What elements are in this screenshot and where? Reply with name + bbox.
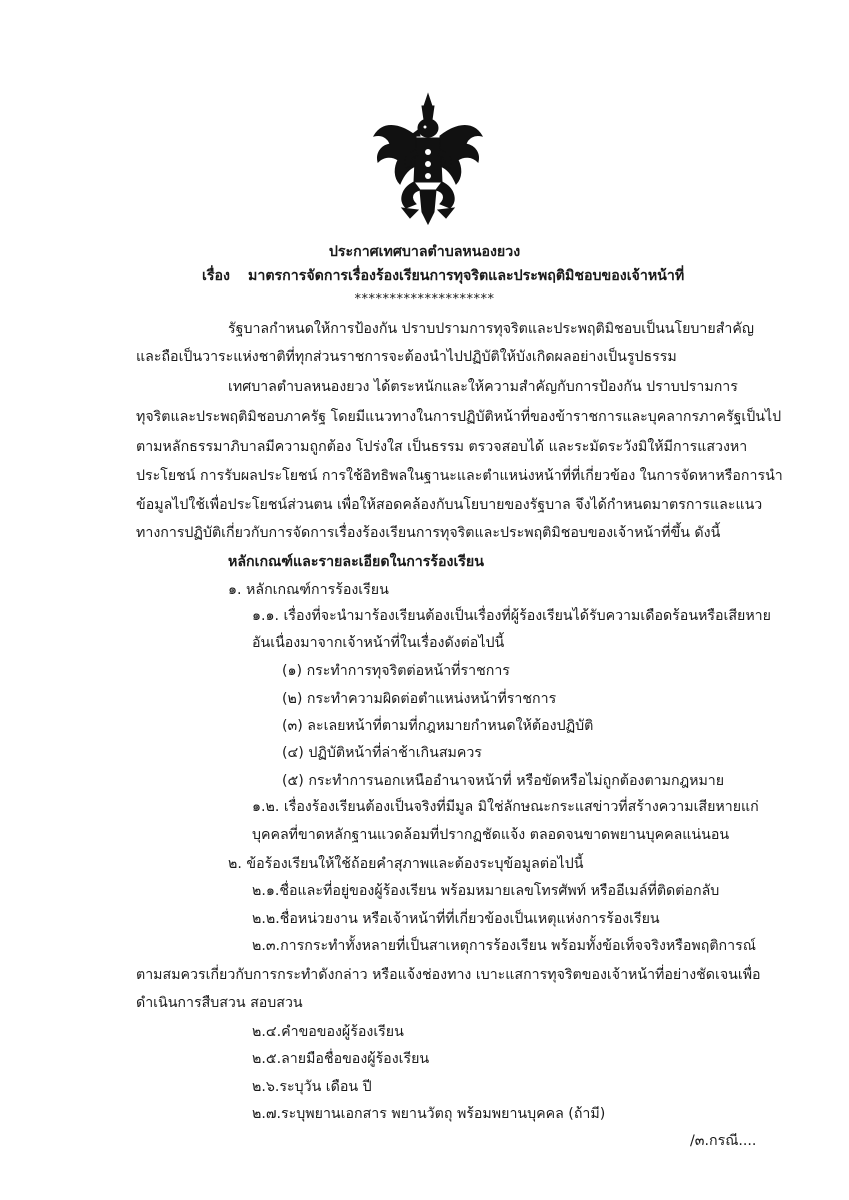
item-1-1-line-1: ๑.๑. เรื่องที่จะนำมาร้องเรียนต้องเป็นเรื่องที่ผู้ร้องเรียนได้รับความเดือดร้อนหรือเสียหาย — [252, 608, 771, 624]
sub-item-3: (๓) ละเลยหน้าที่ตามที่กฎหมายกำหนดให้ต้องปฏิบัติ — [282, 718, 594, 734]
item-1-2-line-2: บุคคลที่ขาดหลักฐานแวดล้อมที่ปรากฏชัดแจ้ง ตลอดจนขาดพยานบุคคลแน่นอน — [252, 827, 730, 843]
separator-stars: ******************** — [354, 292, 495, 307]
paragraph-2-line-3: ตามหลักธรรมาภิบาลมีความถูกต้อง โปร่งใส เป็นธรรม ตรวจสอบได้ และระมัดระวังมิให้มีการแสวงหา — [136, 439, 748, 455]
sub-item-2: (๒) กระทำความผิดต่อตำแหน่งหน้าที่ราชการ — [282, 691, 557, 707]
paragraph-2-line-2: ทุจริตและประพฤติมิชอบภาครัฐ โดยมีแนวทางในการปฏิบัติหน้าที่ของข้าราชการและบุคลากรภาครัฐเป็นไป — [136, 409, 782, 425]
item-2-1: ๒.๑.ชื่อและที่อยู่ของผู้ร้องเรียน พร้อมหมายเลขโทรศัพท์ หรืออีเมล์ที่ติดต่อกลับ — [252, 883, 720, 899]
paragraph-2-line-4: ประโยชน์ การรับผลประโยชน์ การใช้อิทธิพลในฐานะและตำแหน่งหน้าที่ที่เกี่ยวข้อง ในการจัดหาหรือการนำ — [136, 468, 783, 484]
item-2-3-line-1: ๒.๓.การกระทำทั้งหลายที่เป็นสาเหตุการร้องเรียน พร้อมทั้งข้อเท็จจริงหรือพฤติการณ์ — [252, 938, 756, 954]
paragraph-2-line-1: เทศบาลตำบลหนองยวง ได้ตระหนักและให้ความสำคัญกับการป้องกัน ปราบปรามการ — [228, 379, 738, 395]
item-2-5: ๒.๕.ลายมือชื่อของผู้ร้องเรียน — [252, 1051, 430, 1067]
item-1-2-line-1: ๑.๒. เรื่องร้องเรียนต้องเป็นจริงที่มีมูล มิใช่ลักษณะกระแสข่าวที่สร้างความเสียหายแก่ — [252, 799, 759, 815]
paragraph-2-line-6: ทางการปฏิบัติเกี่ยวกับการจัดการเรื่องร้องเรียนการทุจริตและประพฤติมิชอบของเจ้าหน้าที่ขึ้น ดังนี้ — [136, 525, 721, 541]
item-2-6: ๒.๖.ระบุวัน เดือน ปี — [252, 1079, 372, 1095]
item-1-1-line-2: อันเนื่องมาจากเจ้าหน้าที่ในเรื่องดังต่อไปนี้ — [252, 635, 505, 651]
continuation-marker: /๓.กรณี.... — [690, 1133, 757, 1149]
item-2-2: ๒.๒.ชื่อหน่วยงาน หรือเจ้าหน้าที่ที่เกี่ยวข้องเป็นเหตุแห่งการร้องเรียน — [252, 911, 660, 927]
subject: มาตรการจัดการเรื่องร้องเรียนการทุจริตและประพฤติมิชอบของเจ้าหน้าที่ — [248, 268, 685, 284]
sub-item-1: (๑) กระทำการทุจริตต่อหน้าที่ราชการ — [282, 663, 510, 679]
item-2-3-line-2: ตามสมควรเกี่ยวกับการกระทำดังกล่าว หรือแจ้งช่องทาง เบาะแสการทุจริตของเจ้าหน้าที่อย่างชัดเจนเพื่อ — [136, 967, 761, 983]
garuda-emblem — [372, 92, 484, 228]
paragraph-2-line-5: ข้อมูลไปใช้เพื่อประโยชน์ส่วนตน เพื่อให้สอดคล้องกับนโยบายของรัฐบาล จึงได้กำหนดมาตรการและแนว — [136, 497, 763, 513]
page-title: ประกาศเทศบาลตำบลหนองยวง — [328, 244, 521, 260]
item-2-3-line-3: ดำเนินการสืบสวน สอบสวน — [136, 995, 303, 1011]
item-2-4: ๒.๔.คำขอของผู้ร้องเรียน — [252, 1024, 404, 1040]
sub-item-4: (๔) ปฏิบัติหน้าที่ล่าช้าเกินสมควร — [282, 745, 482, 761]
section-heading: หลักเกณฑ์และรายละเอียดในการร้องเรียน — [228, 554, 484, 570]
section-2-title: ๒. ข้อร้องเรียนให้ใช้ถ้อยคำสุภาพและต้องระบุข้อมูลต่อไปนี้ — [228, 856, 584, 872]
paragraph-1-line-1: รัฐบาลกำหนดให้การป้องกัน ปราบปรามการทุจริตและประพฤติมิชอบเป็นนโยบายสำคัญ — [228, 321, 754, 337]
item-2-7: ๒.๗.ระบุพยานเอกสาร พยานวัตถุ พร้อมพยานบุคคล (ถ้ามี) — [252, 1106, 606, 1122]
subject-label: เรื่อง — [202, 268, 230, 284]
section-1-title: ๑. หลักเกณฑ์การร้องเรียน — [228, 582, 389, 598]
sub-item-5: (๕) กระทำการนอกเหนืออำนาจหน้าที่ หรือขัดหรือไม่ถูกต้องตามกฎหมาย — [282, 773, 725, 789]
paragraph-1-line-2: และถือเป็นวาระแห่งชาติที่ทุกส่วนราชการจะต้องนำไปปฏิบัติให้บังเกิดผลอย่างเป็นรูปธรรม — [136, 349, 677, 365]
